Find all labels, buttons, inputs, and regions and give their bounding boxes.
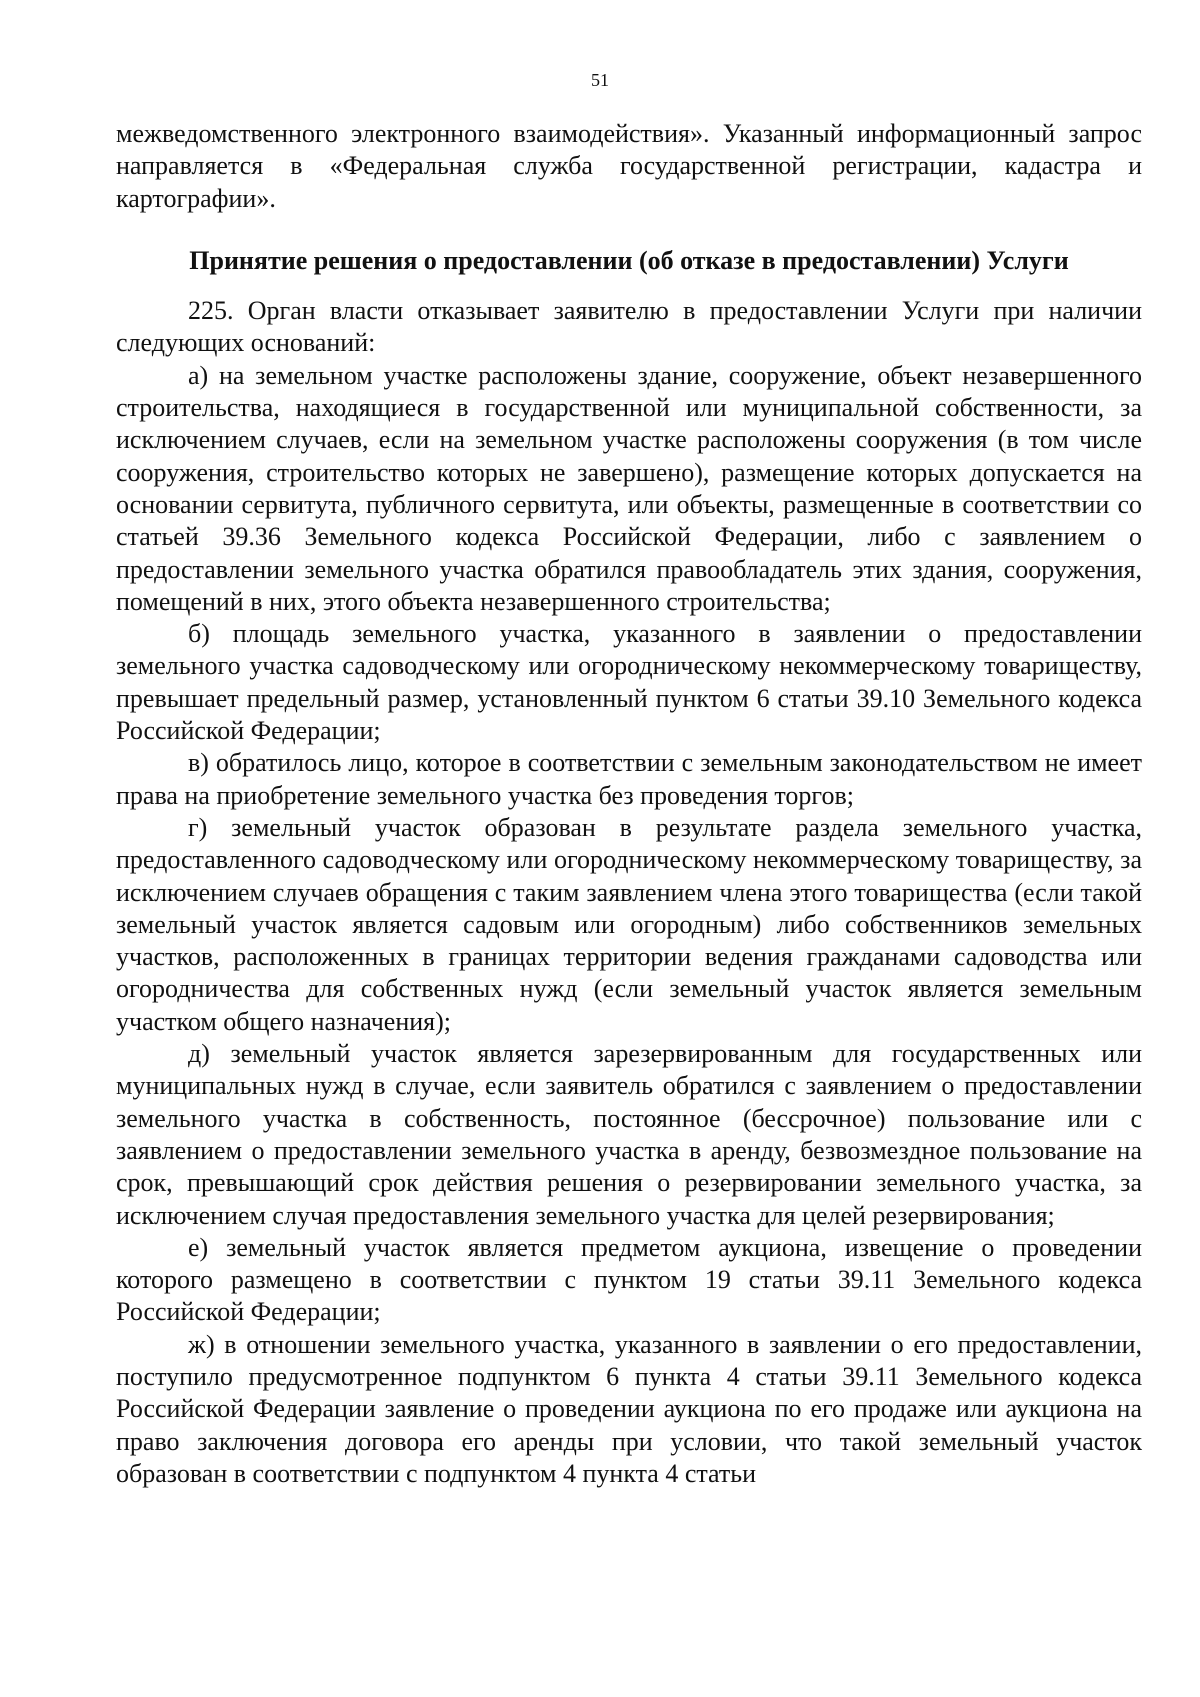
- item-v: в) обратилось лицо, которое в соответствии с земельным законодательством не имеет права на приобретение земельного участка без проведения торгов;: [116, 748, 1142, 810]
- clause-225: 225. Орган власти отказывает заявителю в предоставлении Услуги при наличии следующих оснований:: [116, 296, 1142, 358]
- item-b: б) площадь земельного участка, указанного в заявлении о предоставлении земельного участка садоводческому или огородническому некоммерческому товариществу, превышает предельный размер, установленный пунктом 6 статьи 39.10 Земельного кодекса Российской Федерации;: [116, 619, 1142, 746]
- item-d: д) земельный участок является зарезервированным для государственных или муниципальных нужд в случае, если заявитель обратился с заявлением о предоставлении земельного участка в собственность, постоянное (бессрочное) пользование или с заявлением о предоставлении земельного участка в аренду, безвозмездное пользование на срок, превышающий срок действия решения о резервировании земельного участка, за исключением случая предоставления земельного участка для целей резервирования;: [116, 1039, 1142, 1230]
- item-a: а) на земельном участке расположены здание, сооружение, объект незавершенного строительства, находящиеся в государственной или муниципальной собственности, за исключением случаев, если на земельном участке расположены сооружения (в том числе сооружения, строительство которых не завершено), размещение которых допускается на основании сервитута, публичного сервитута, или объекты, размещенные в соответствии со статьей 39.36 Земельного кодекса Российской Федерации, либо с заявлением о предоставлении земельного участка обратился правообладатель этих здания, сооружения, помещений в них, этого объекта незавершенного строительства;: [116, 360, 1142, 616]
- item-e: е) земельный участок является предметом аукциона, извещение о проведении которого размещено в соответствии с пунктом 19 статьи 39.11 Земельного кодекса Российской Федерации;: [116, 1232, 1142, 1327]
- page-number: 51: [591, 70, 609, 90]
- document-body: [116, 118, 1142, 1490]
- intro-paragraph: межведомственного электронного взаимодействия». Указанный информационный запрос направляется в «Федеральная служба государственной регистрации, кадастра и картографии».: [116, 119, 1142, 213]
- item-g: г) земельный участок образован в результате раздела земельного участка, предоставленного садоводческому или огородническому некоммерческому товариществу, за исключением случаев обращения с таким заявлением члена этого товарищества (если такой земельный участок является садовым или огородным) либо собственников земельных участков, расположенных в границах территории ведения гражданами садоводства или огородничества для собственных нужд (если земельный участок является земельным участком общего назначения);: [116, 812, 1142, 1036]
- section-heading: Принятие решения о предоставлении (об отказе в предоставлении) Услуги: [189, 245, 1069, 275]
- item-zh: ж) в отношении земельного участка, указанного в заявлении о его предоставлении, поступило предусмотренное подпунктом 6 пункта 4 статьи 39.11 Земельного кодекса Российской Федерации заявление о проведении аукциона по его продаже или аукциона на право заключения договора его аренды при условии, что такой земельный участок образован в соответствии с подпунктом 4 пункта 4 статьи: [116, 1329, 1142, 1488]
